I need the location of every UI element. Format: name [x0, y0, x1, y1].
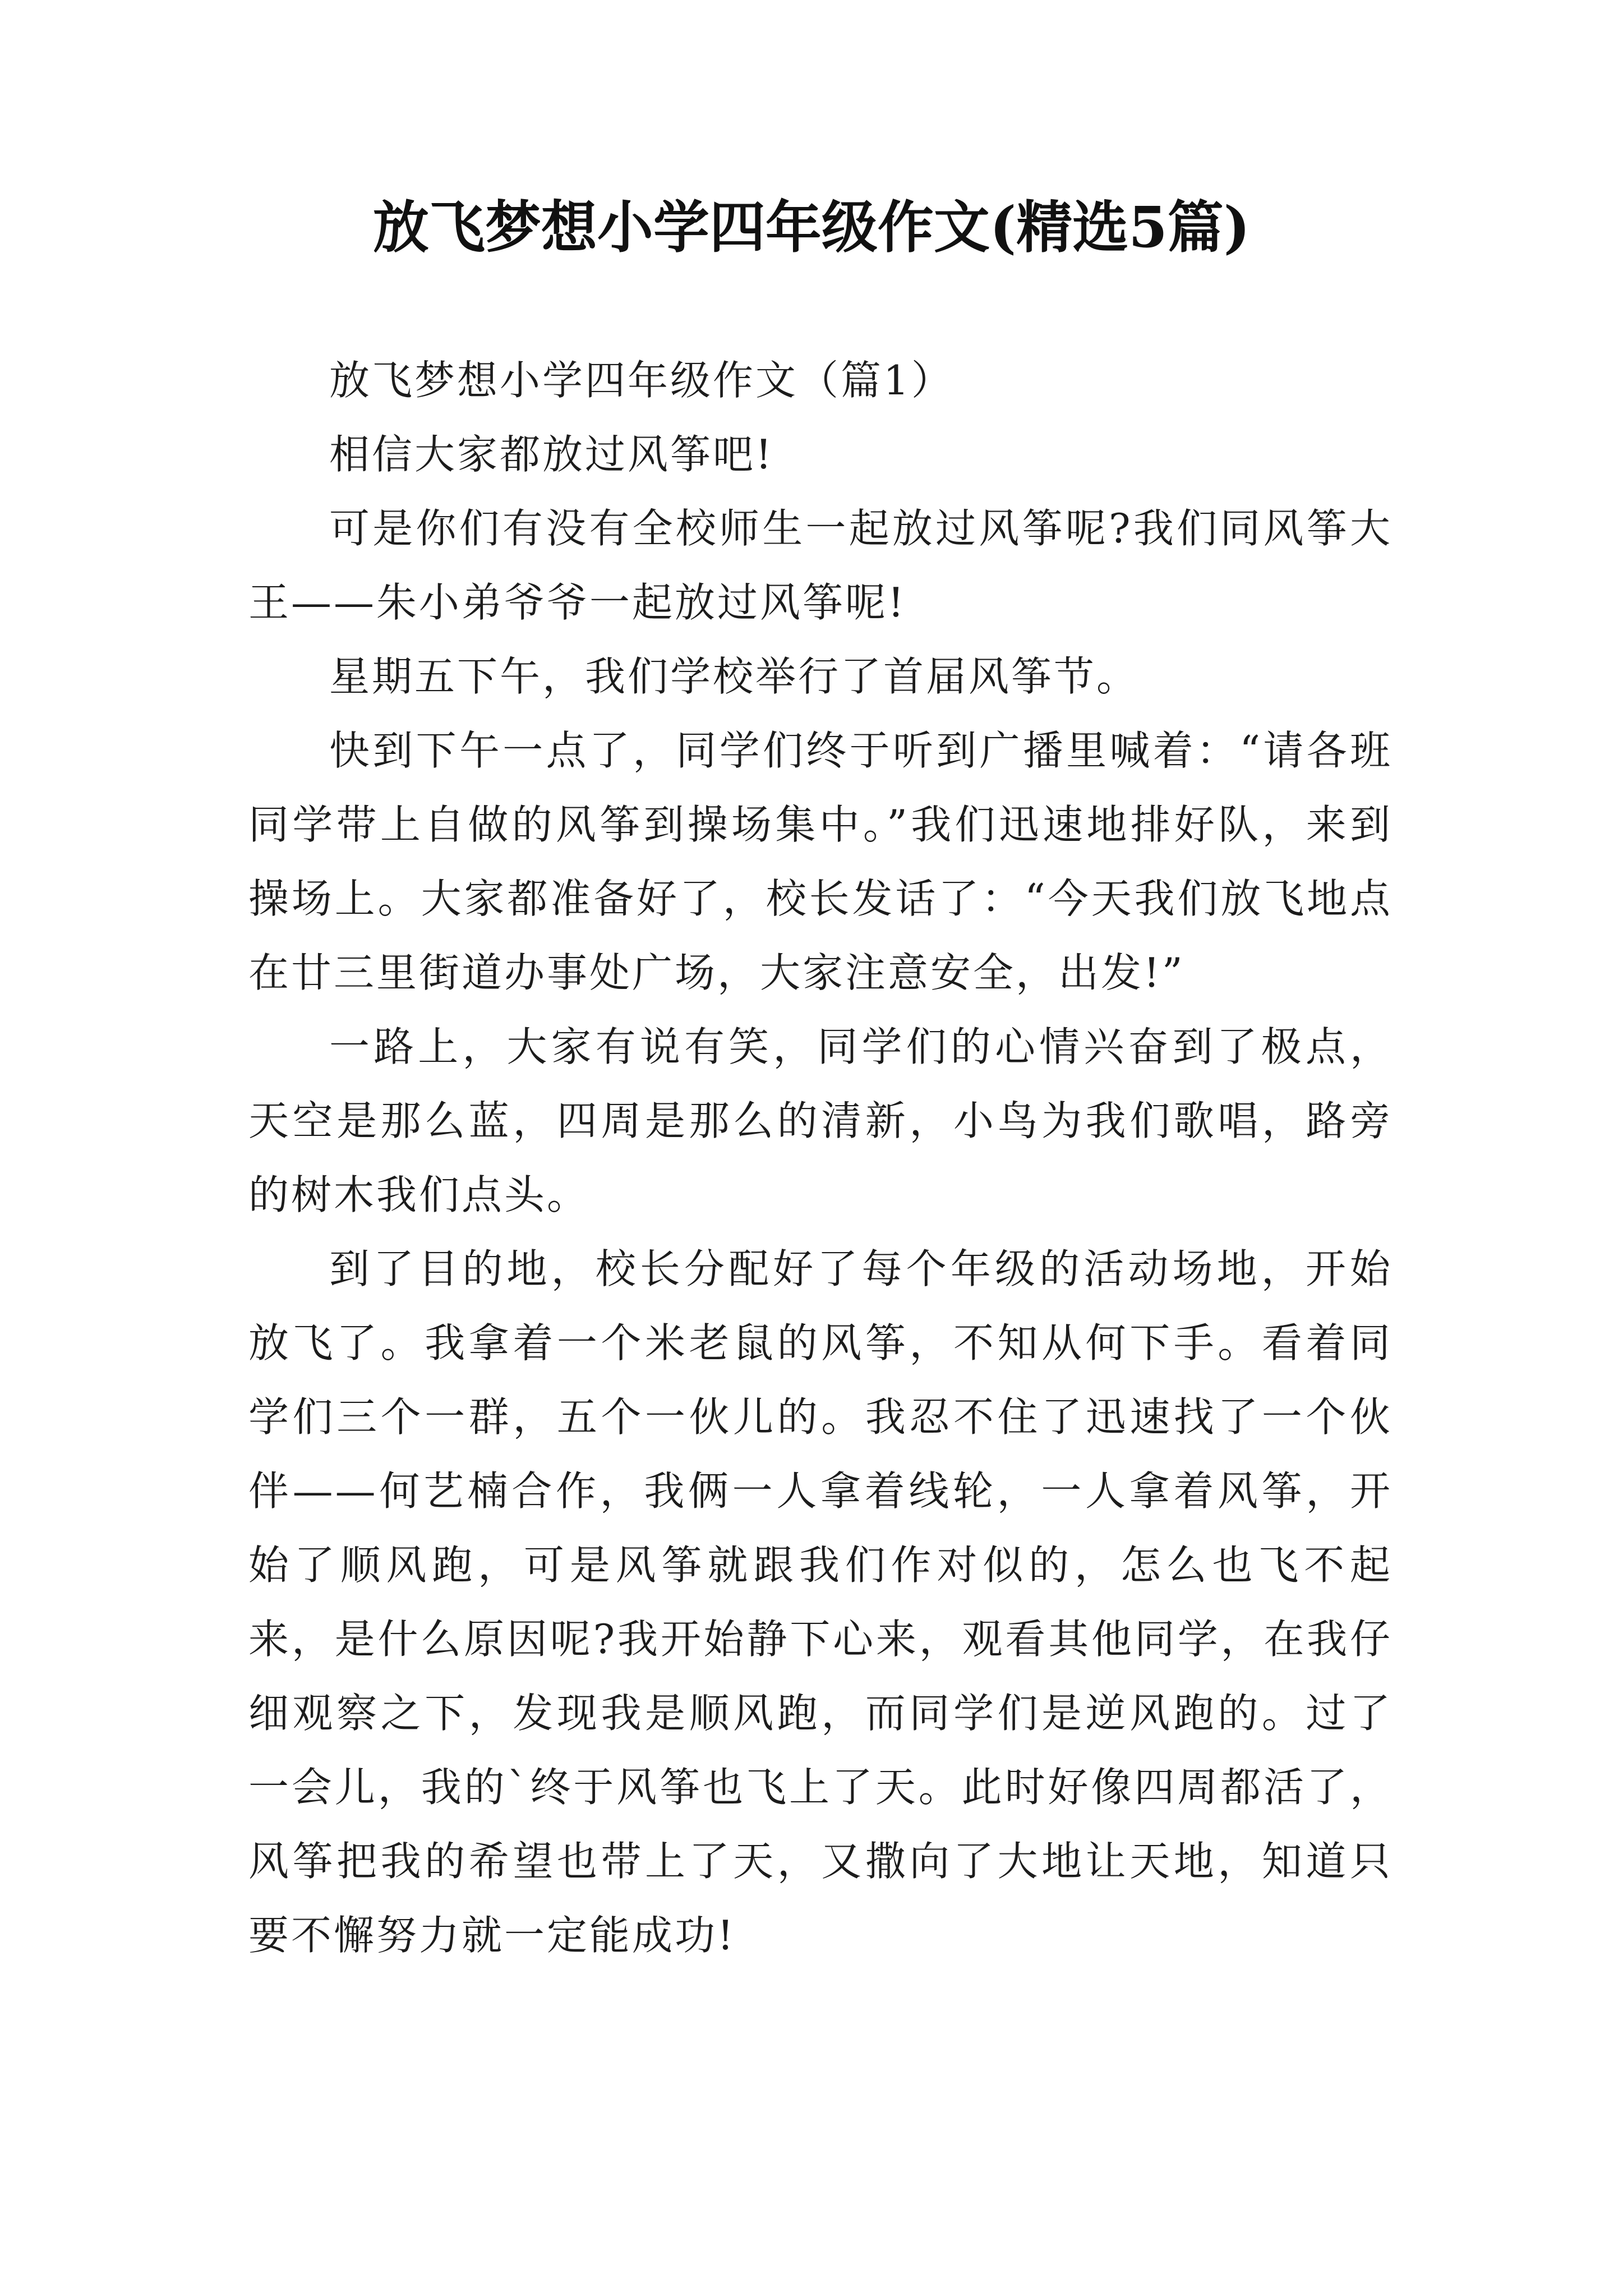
- document-title: 放飞梦想小学四年级作文(精选5篇): [372, 194, 1251, 260]
- paragraph: 星期五下午，我们学校举行了首届风筝节。: [329, 653, 1140, 700]
- document-body: [248, 343, 1393, 1972]
- paragraph: 到了目的地，校长分配好了每个年级的活动场地，开始放飞了。我拿着一个米老鼠的风筝，不知从何下手。看着同学们三个一群，五个一伙儿的。我忍不住了迅速找了一个伙伴——何艺楠合作，我俩一人拿着线轮，一人拿着风筝，开始了顺风跑，可是风筝就跟我们作对似的，怎么也飞不起来，是什么原因呢?我开始静下心来，观看其他同学，在我仔细观察之下，发现我是顺风跑，而同学们是逆风跑的。过了一会儿，我的`终于风筝也飞上了天。此时好像四周都活了，风筝把我的希望也带上了天，又撒向了大地让天地，知道只要不懈努力就一定能成功!: [248, 1245, 1393, 1959]
- paragraph: 相信大家都放过风筝吧!: [329, 431, 774, 478]
- section-heading: 放飞梦想小学四年级作文（篇1）: [329, 357, 954, 404]
- paragraph: 快到下午一点了，同学们终于听到广播里喊着：“请各班同学带上自做的风筝到操场集中。”我们迅速地排好队，来到操场上。大家都准备好了，校长发话了：“今天我们放飞地点在廿三里街道办事处广场，大家注意安全，出发!”: [248, 727, 1393, 996]
- paragraph: 可是你们有没有全校师生一起放过风筝呢?我们同风筝大王——朱小弟爷爷一起放过风筝呢!: [248, 505, 1393, 626]
- paragraph: 一路上，大家有说有笑，同学们的心情兴奋到了极点，天空是那么蓝，四周是那么的清新，小鸟为我们歌唱，路旁的树木我们点头。: [248, 1023, 1393, 1218]
